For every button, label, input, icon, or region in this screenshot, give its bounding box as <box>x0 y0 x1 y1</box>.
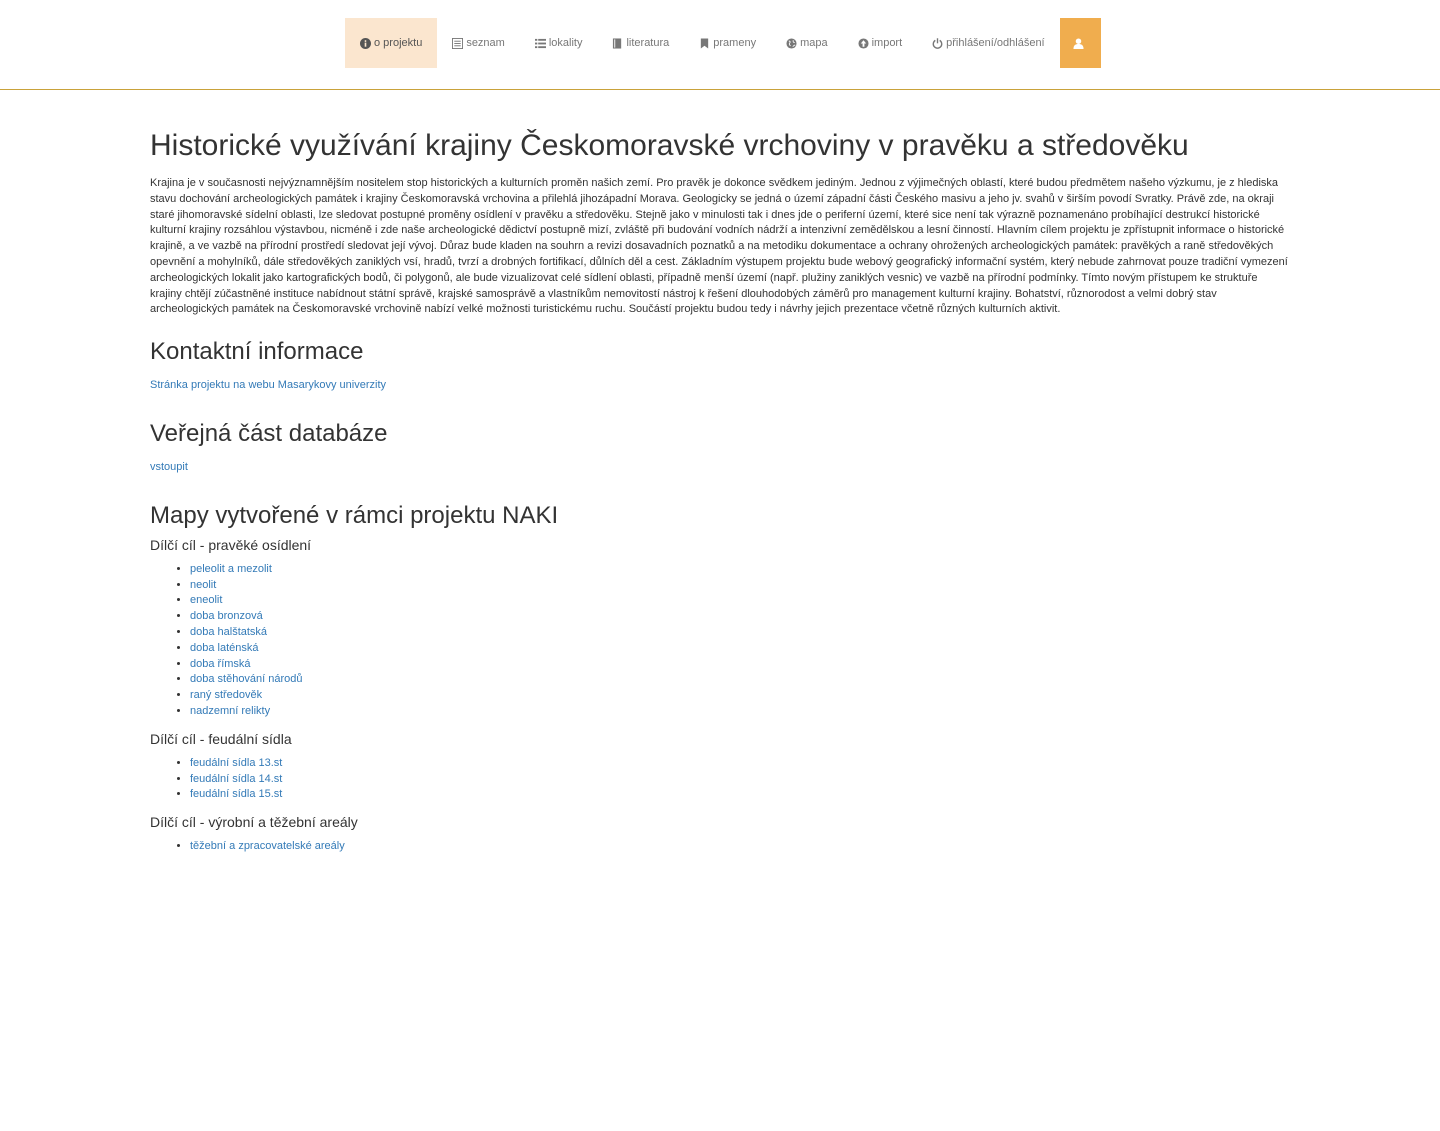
map-link[interactable]: feudální sídla 15.st <box>190 788 283 801</box>
user-icon <box>1073 38 1084 49</box>
main-nav <box>345 18 1101 68</box>
map-link[interactable]: feudální sídla 14.st <box>190 772 283 785</box>
list-item <box>190 688 1290 704</box>
map-link[interactable]: doba laténská <box>190 641 259 654</box>
nav-item-label: lokality <box>548 37 583 49</box>
map-link[interactable]: nadzemní relikty <box>190 704 271 717</box>
nav-item-prihlaseni[interactable] <box>917 18 1059 68</box>
nav-item-literatura[interactable] <box>597 18 684 68</box>
nav-item-label: o projektu <box>374 37 423 49</box>
map-link[interactable]: těžební a zpracovatelské areály <box>190 840 345 853</box>
maps-heading: Mapy vytvořené v rámci projektu NAKI <box>150 501 559 529</box>
map-link[interactable]: doba bronzová <box>190 610 263 623</box>
nav-item-lokality[interactable] <box>520 18 598 68</box>
map-list <box>150 756 1290 803</box>
contact-heading: Kontaktní informace <box>150 338 364 366</box>
nav-item-mapa[interactable] <box>771 18 843 68</box>
map-group-title: Dílčí cíl - výrobní a těžební areály <box>150 814 358 831</box>
nav-item-label: prameny <box>713 37 757 49</box>
map-link[interactable]: raný středověk <box>190 689 263 702</box>
map-link[interactable]: doba halštatská <box>190 625 268 638</box>
book-icon <box>612 38 623 49</box>
power-icon <box>932 38 943 49</box>
nav-item-label: mapa <box>800 37 828 49</box>
list-item <box>190 562 1290 578</box>
map-group-title: Dílčí cíl - pravěké osídlení <box>150 536 312 553</box>
upload-circle-icon <box>858 38 869 49</box>
nav-item-prameny[interactable] <box>684 18 771 68</box>
nav-item-label: literatura <box>626 37 670 49</box>
nav-item-label: přihlášení/odhlášení <box>946 37 1045 49</box>
map-link[interactable]: eneolit <box>190 594 223 607</box>
map-group-title: Dílčí cíl - feudální sídla <box>150 730 292 747</box>
nav-item-o-projektu[interactable] <box>345 18 437 68</box>
list-item <box>190 625 1290 641</box>
list-item <box>190 839 1290 855</box>
list-item <box>190 609 1290 625</box>
map-list <box>150 562 1290 720</box>
public-db-heading: Veřejná část databáze <box>150 419 388 447</box>
user-menu-button[interactable] <box>1060 18 1101 68</box>
list-item <box>190 578 1290 594</box>
intro-paragraph: Krajina je v současnosti nejvýznamnějším nositelem stop historických a kulturních proměn našich zemí. Pro pravěk je dokonce svědkem jediným. Jednou z výjimečných oblastí, které budou předmětem našeho výzkumu, je z hlediska stavu dochování archeologických památek i krajiny Českomoravská vrchovina a přilehlá jihozápadní Morava. Geologicky se jedná o území západní části Českého masivu a jeho jv. svahů v širším povodí Svratky. Právě zde, na okraji staré jihomoravské sídelní oblasti, lze sledovat postupné proměny osídlení v pravěku a středověku. Stejně jako v minulosti tak i dnes jde o periferní území, které sice není tak výrazně poznamenáno probíhající destrukcí historické kulturní krajiny rozsáhlou výstavbou, nicméně i zde naše archeologické dědictví postupně mizí, zvláště při budování vodních nádrží a intenzivní zemědělskou a lesní činností. Hlavním cílem projektu je zpřístupnit informace o historické krajině, a ve vazbě na přírodní prostředí sledovat její vývoj. Důraz bude kladen na souhrn a revizi dosavadních poznatků a na metodiku dokumentace a ochrany ohrožených archeologických památek: pravěkých a raně středověkých opevnění a mohylníků, dále středověkých zaniklých vsí, hradů, tvrzí a drobných fortifikací, důlních děl a cest. Základním výstupem projektu bude webový geografický informační systém, který nebude zahrnovat pouze tradiční vymezení archeologických lokalit jako kartografických bodů, či polygonů, ale bude vizualizovat celé sídlení oblasti, případně menší území (např. plužiny zaniklých vesnic) ve vazbě na přírodní podmínky. Tímto novým přístupem ke struktuře krajiny chtějí zúčastněné instituce nabídnout státní správě, krajské samosprávě a vlastníkům nemovitostí nástroj k řešení dlouhodobých záměrů pro management kulturní krajiny. Bohatství, různorodost a velmi dobrý stav archeologických památek na Českomoravské vrchovině nabízí velké možnosti turistickému ruchu. Součástí projektu budou tedy i návrhy jejich prezentace včetně různých kulturních aktivit. <box>150 177 1288 316</box>
nav-item-import[interactable] <box>843 18 918 68</box>
enter-db-link[interactable]: vstoupit <box>150 460 188 473</box>
main-content <box>150 90 1290 865</box>
map-list <box>150 839 1290 855</box>
list-item <box>190 593 1290 609</box>
list-item <box>190 704 1290 720</box>
info-circle-icon <box>360 38 371 49</box>
maps-section <box>150 502 1290 855</box>
list-item <box>190 756 1290 772</box>
map-link[interactable]: neolit <box>190 578 217 591</box>
list-icon <box>535 38 546 49</box>
map-link[interactable]: doba římská <box>190 657 251 670</box>
page-title: Historické využívání krajiny Českomoravské vrchoviny v pravěku a středověku <box>150 129 1189 162</box>
nav-item-label: seznam <box>466 37 505 49</box>
public-db-section <box>150 420 1290 476</box>
list-item <box>190 641 1290 657</box>
nav-item-seznam[interactable] <box>437 18 520 68</box>
top-navbar <box>0 0 1440 90</box>
project-page-link[interactable]: Stránka projektu na webu Masarykovy univerzity <box>150 379 386 392</box>
list-item <box>190 657 1290 673</box>
list-alt-icon <box>452 38 463 49</box>
list-item <box>190 787 1290 803</box>
contact-section <box>150 338 1290 394</box>
nav-item-label: import <box>871 37 903 49</box>
map-link[interactable]: peleolit a mezolit <box>190 562 272 575</box>
globe-icon <box>786 38 797 49</box>
list-item <box>190 772 1290 788</box>
map-link[interactable]: doba stěhování národů <box>190 673 303 686</box>
map-link[interactable]: feudální sídla 13.st <box>190 756 283 769</box>
list-item <box>190 672 1290 688</box>
bookmark-icon <box>699 38 710 49</box>
